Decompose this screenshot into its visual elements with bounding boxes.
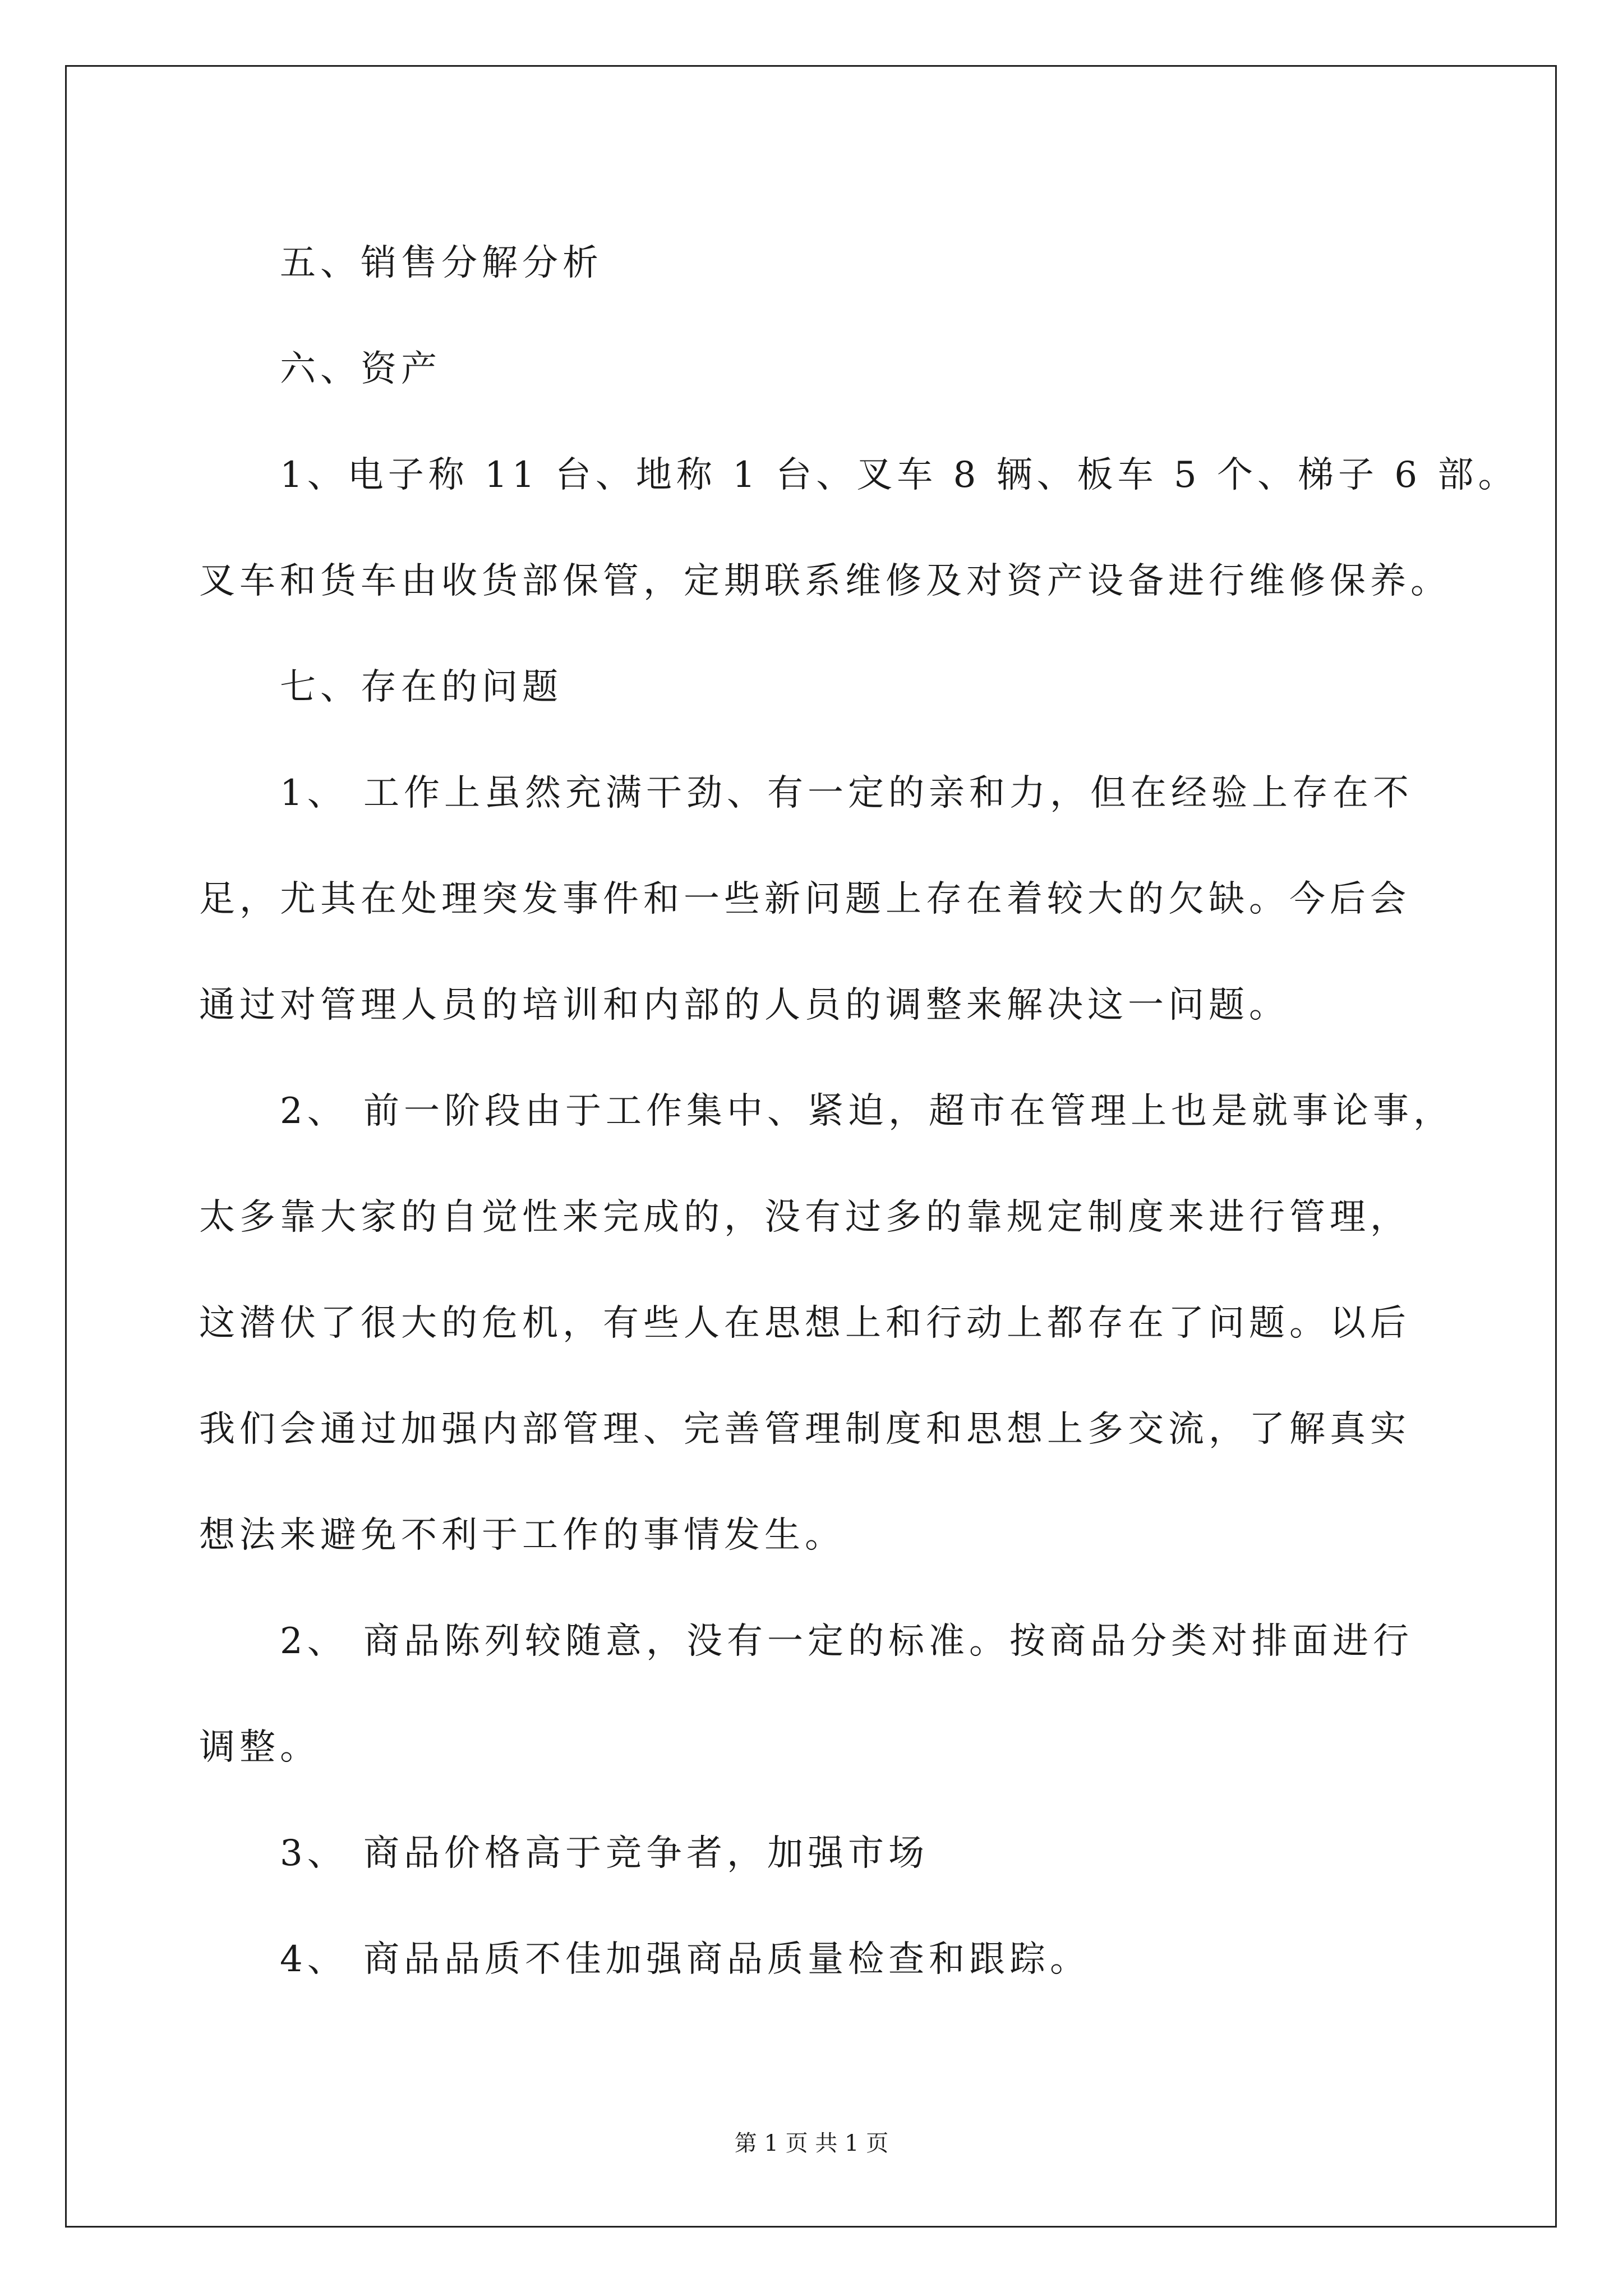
problem-1-line-3: 通过对管理人员的培训和内部的人员的调整来解决这一问题。 — [199, 984, 1289, 1026]
problem-2-line-5: 想法来避免不利于工作的事情发生。 — [199, 1515, 845, 1556]
problem-4-line-1: 4、 商品品质不佳加强商品质量检查和跟踪。 — [280, 1939, 1091, 1980]
page-number-footer: 第 1 页 共 1 页 — [734, 2131, 889, 2156]
problem-2-line-2: 太多靠大家的自觉性来完成的，没有过多的靠规定制度来进行管理， — [199, 1197, 1410, 1238]
heading-sales-analysis: 五、销售分解分析 — [280, 242, 603, 284]
problem-2b-line-2: 调整。 — [199, 1727, 320, 1768]
assets-line-2: 叉车和货车由收货部保管，定期联系维修及对资产设备进行维修保养。 — [199, 560, 1451, 602]
problem-3-line-1: 3、 商品价格高于竞争者，加强市场 — [280, 1833, 929, 1874]
problem-2b-line-1: 2、 商品陈列较随意，没有一定的标准。按商品分类对排面进行 — [280, 1621, 1414, 1662]
problem-2-line-1: 2、 前一阶段由于工作集中、紧迫，超市在管理上也是就事论事， — [280, 1091, 1454, 1132]
heading-problems: 七、存在的问题 — [280, 666, 562, 708]
problem-1-line-1: 1、 工作上虽然充满干劲、有一定的亲和力，但在经验上存在不 — [280, 772, 1414, 814]
heading-assets: 六、资产 — [280, 348, 441, 390]
problem-2-line-3: 这潜伏了很大的危机，有些人在思想上和行动上都存在了问题。以后 — [199, 1303, 1410, 1344]
assets-line-1: 1、电子称 11 台、地称 1 台、叉车 8 辆、板车 5 个、梯子 6 部。 — [280, 454, 1519, 496]
document-body — [199, 210, 1519, 2013]
problem-2-line-4: 我们会通过加强内部管理、完善管理制度和思想上多交流，了解真实 — [199, 1409, 1410, 1450]
problem-1-line-2: 足，尤其在处理突发事件和一些新问题上存在着较大的欠缺。今后会 — [199, 878, 1410, 920]
